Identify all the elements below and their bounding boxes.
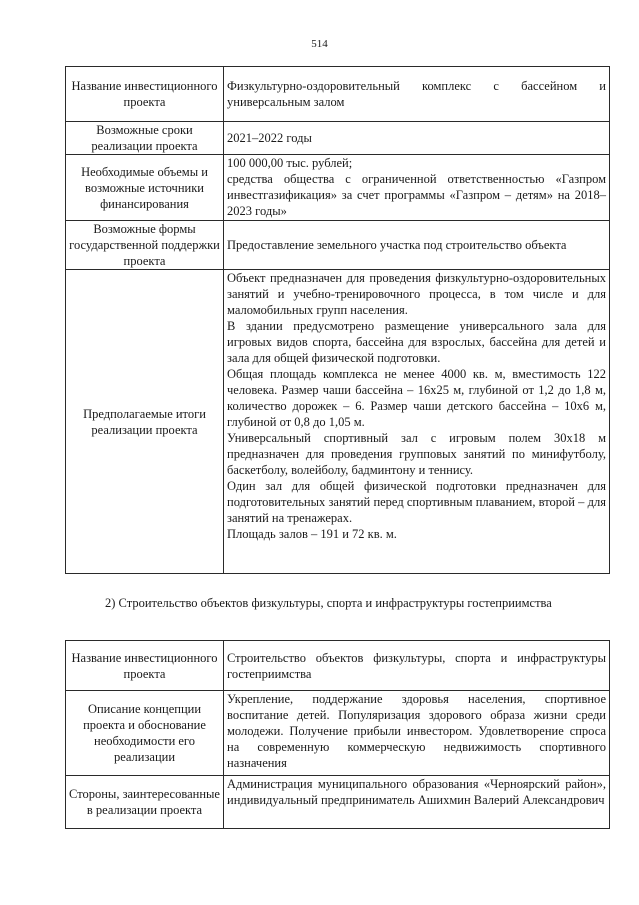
row-label: Необходимые объемы и возможные источники финансирования bbox=[66, 155, 224, 221]
table-row bbox=[66, 67, 610, 122]
investment-project-table-2 bbox=[65, 640, 610, 829]
row-label: Предполагаемые итоги реализации проекта bbox=[66, 270, 224, 574]
investment-project-table-1 bbox=[65, 66, 610, 574]
table-row bbox=[66, 221, 610, 270]
results-paragraph: Объект предназначен для проведения физкультурно-оздоровительных занятий и учебно-тренировочного процесса, в том числе и для маломобильных групп населения. bbox=[227, 271, 606, 317]
funding-value bbox=[224, 155, 610, 221]
row-label: Возможные формы государственной поддержки проекта bbox=[66, 221, 224, 270]
results-paragraph: Универсальный спортивный зал с игровым полем 30х18 м предназначен для проведения групповых занятий по минифутболу, баскетболу, волейболу, бадминтону и теннису. bbox=[227, 431, 606, 477]
project-name-value: Физкультурно-оздоровительный комплекс с бассейном и универсальным залом bbox=[224, 67, 610, 122]
row-label: Возможные сроки реализации проекта bbox=[66, 122, 224, 155]
section-heading: 2) Строительство объектов физкультуры, спорта и инфраструктуры гостеприимства bbox=[105, 596, 552, 610]
table-row bbox=[66, 691, 610, 776]
funding-source: средства общества с ограниченной ответственностью «Газпром инвестгазификация» за счет программы «Газпром – детям» на 2018–2023 годы» bbox=[227, 172, 606, 218]
interested-parties-value: Администрация муниципального образования «Черноярский район», индивидуальный предприниматель Ашихмин Валерий Александрович bbox=[224, 776, 610, 829]
results-paragraph: В здании предусмотрено размещение универсального зала для игровых видов спорта, бассейна для взрослых, бассейна для детей и зала для общей физической подготовки. bbox=[227, 319, 606, 365]
state-support-value: Предоставление земельного участка под строительство объекта bbox=[224, 221, 610, 270]
table-row bbox=[66, 122, 610, 155]
funding-amount: 100 000,00 тыс. рублей; bbox=[227, 156, 353, 170]
page-number: 514 bbox=[311, 38, 328, 50]
implementation-terms-value: 2021–2022 годы bbox=[224, 122, 610, 155]
table-row bbox=[66, 270, 610, 574]
table-row bbox=[66, 155, 610, 221]
project-name-value: Строительство объектов физкультуры, спорта и инфраструктуры гостеприимства bbox=[224, 641, 610, 691]
expected-results-value bbox=[224, 270, 610, 574]
results-paragraph: Общая площадь комплекса не менее 4000 кв. м, вместимость 122 человека. Размер чаши бассейна – 16х25 м, глубиной от 1,2 до 1,8 м, количество дорожек – 6. Размер чаши детского бассейна – 10х6 м, глубиной от 0,8 до 1,05 м. bbox=[227, 367, 606, 429]
concept-description-value: Укрепление, поддержание здоровья населения, спортивное воспитание детей. Популяризация здорового образа жизни среди молодежи. Получение прибыли инвестором. Удовлетворение спроса на современную коммерческую недвижимость спортивного назначения bbox=[224, 691, 610, 776]
results-paragraph: Один зал для общей физической подготовки предназначен для подготовительных занятий перед спортивным плаванием, второй – для занятий на тренажерах. bbox=[227, 479, 606, 525]
results-paragraph: Площадь залов – 191 и 72 кв. м. bbox=[227, 527, 397, 541]
row-label: Название инвестиционного проекта bbox=[66, 641, 224, 691]
table-row bbox=[66, 641, 610, 691]
table-row bbox=[66, 776, 610, 829]
row-label: Стороны, заинтересованные в реализации проекта bbox=[66, 776, 224, 829]
row-label: Описание концепции проекта и обоснование необходимости его реализации bbox=[66, 691, 224, 776]
row-label: Название инвестиционного проекта bbox=[66, 67, 224, 122]
